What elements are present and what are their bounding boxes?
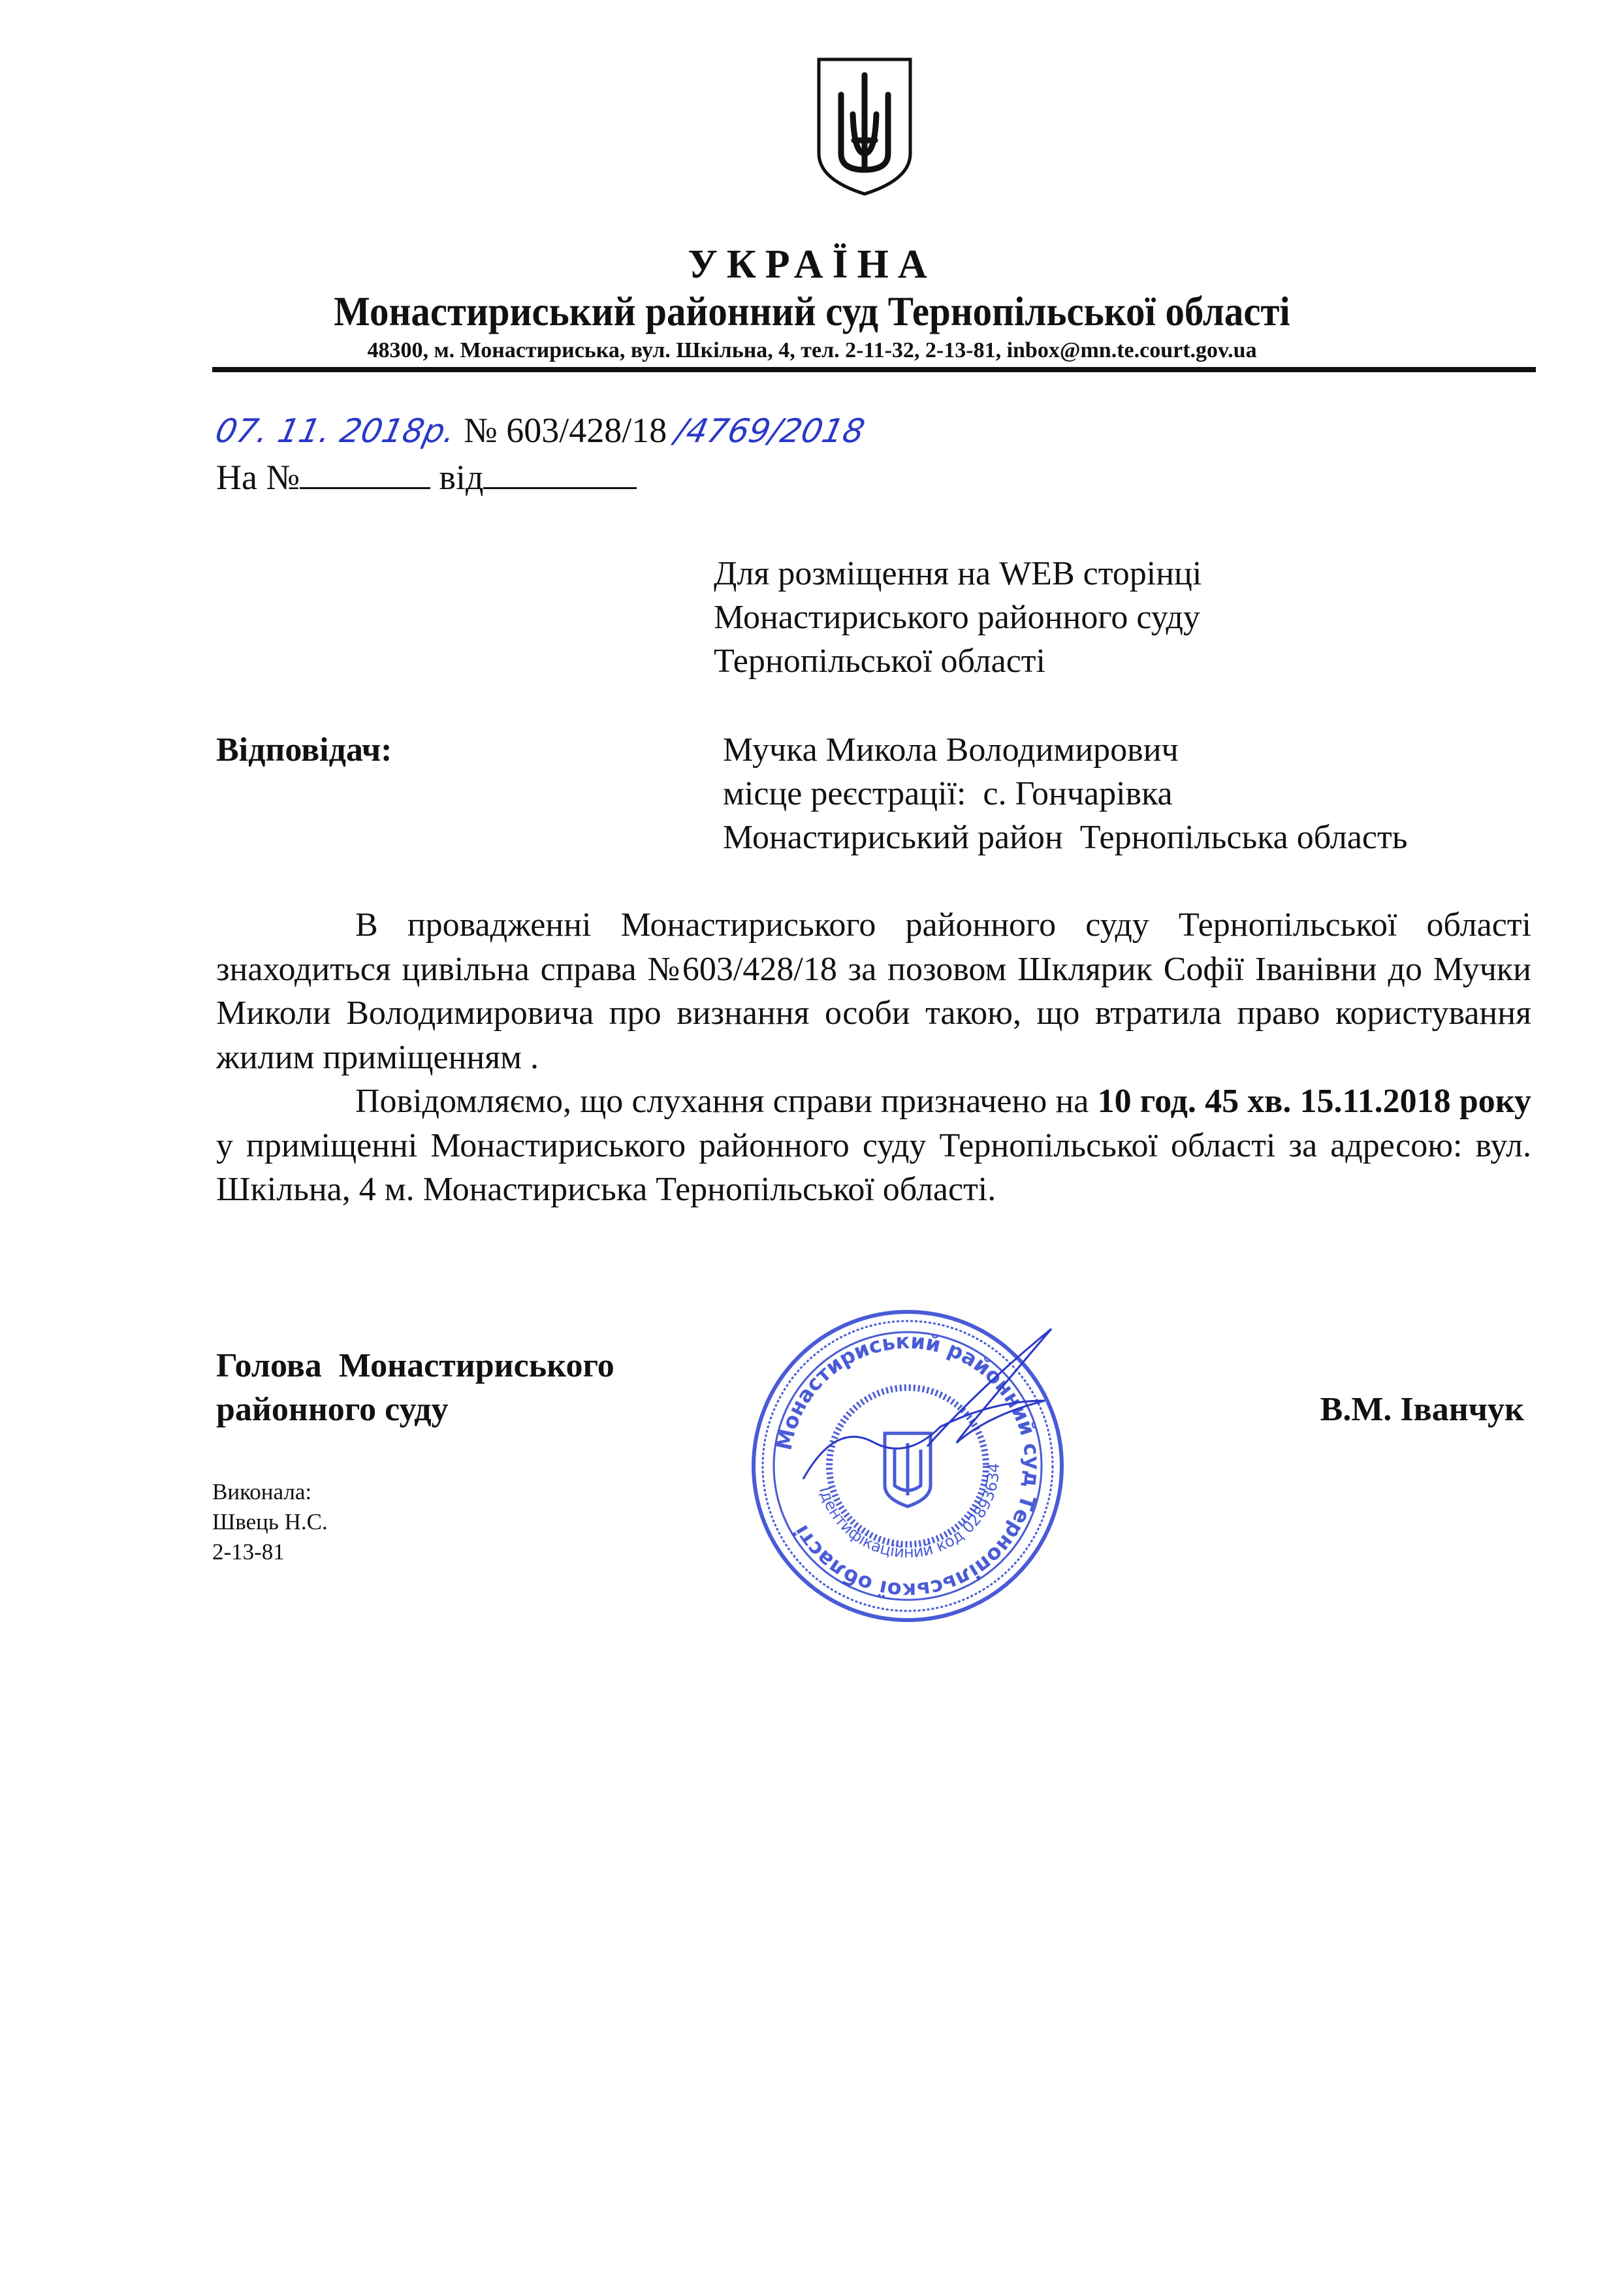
svg-text:Ідентифікаційний код 02893634: Ідентифікаційний код 02893634 (815, 1462, 1004, 1562)
court-address: 48300, м. Монастириська, вул. Шкільна, 4, тел. 2-11-32, 2-13-81, inbox@mn.te.court.gov.ua (367, 338, 1257, 362)
handwritten-number: /4769/2018 (671, 412, 868, 450)
defendant-region: Монастириський район Тернопільська область (723, 819, 1408, 856)
svg-text:Монастириський районний суд Те: Монастириський районний суд Тернопільської області (771, 1328, 1045, 1604)
court-name: Монастириський районний суд Тернопільської області (334, 288, 1290, 334)
signatory-title-line: Голова Монастириського (216, 1347, 614, 1384)
executor-phone: 2-13-81 (212, 1539, 285, 1565)
reply-number-blank (300, 458, 430, 489)
country-heading: УКРАЇНА (688, 242, 936, 287)
defendant-registration: місце реєстрації: с. Гончарівка (723, 775, 1173, 812)
recipient-block (714, 552, 1202, 683)
reference-line (212, 410, 868, 451)
from-date-blank (483, 458, 637, 489)
paragraph-case: В провадженні Монастириського районного суду Тернопільської області знаходиться цивільна справа №603/428/18 за позовом Шклярик Софії Іванівни до Мучки Миколи Володимировича про визнання особи такою, що втратила право користування жилим приміщенням . (216, 906, 1531, 1076)
signatory-title (216, 1344, 614, 1431)
case-number: № 603/428/18 (464, 411, 667, 450)
paragraph-hearing (216, 1079, 1531, 1212)
hearing-text: Повідомляємо, що слухання справи призначено на (355, 1083, 1098, 1120)
recipient-line: Монастириського районного суду (714, 599, 1200, 636)
defendant-name: Мучка Микола Володимирович (723, 731, 1179, 769)
coat-of-arms-icon (815, 56, 914, 197)
defendant-block (723, 728, 1407, 859)
recipient-line: Для розміщення на WEB сторінці (714, 555, 1202, 592)
hearing-datetime: 10 год. 45 хв. 15.11.2018 року (1097, 1083, 1531, 1120)
from-label: від (439, 458, 484, 497)
recipient-line: Тернопільської області (714, 643, 1045, 680)
header-divider (212, 367, 1536, 372)
defendant-label: Відповідач: (216, 731, 392, 769)
court-seal-stamp (744, 1303, 1071, 1629)
signer-name: В.М. Іванчук (1320, 1391, 1524, 1428)
executor-name: Швець Н.С. (212, 1509, 328, 1535)
reply-label: На № (216, 458, 300, 497)
letter-body (216, 903, 1531, 1212)
executor-label: Виконала: (212, 1479, 312, 1504)
handwritten-date: 07. 11. 2018р. (212, 412, 459, 450)
executor-block (212, 1477, 328, 1567)
hearing-location: у приміщенні Монастириського районного суду Тернопільської області за адресою: вул. Шкільна, 4 м. Монастириська Тернопільської області. (216, 1126, 1531, 1208)
signatory-title-line: районного суду (216, 1391, 449, 1428)
reply-line (216, 457, 637, 498)
